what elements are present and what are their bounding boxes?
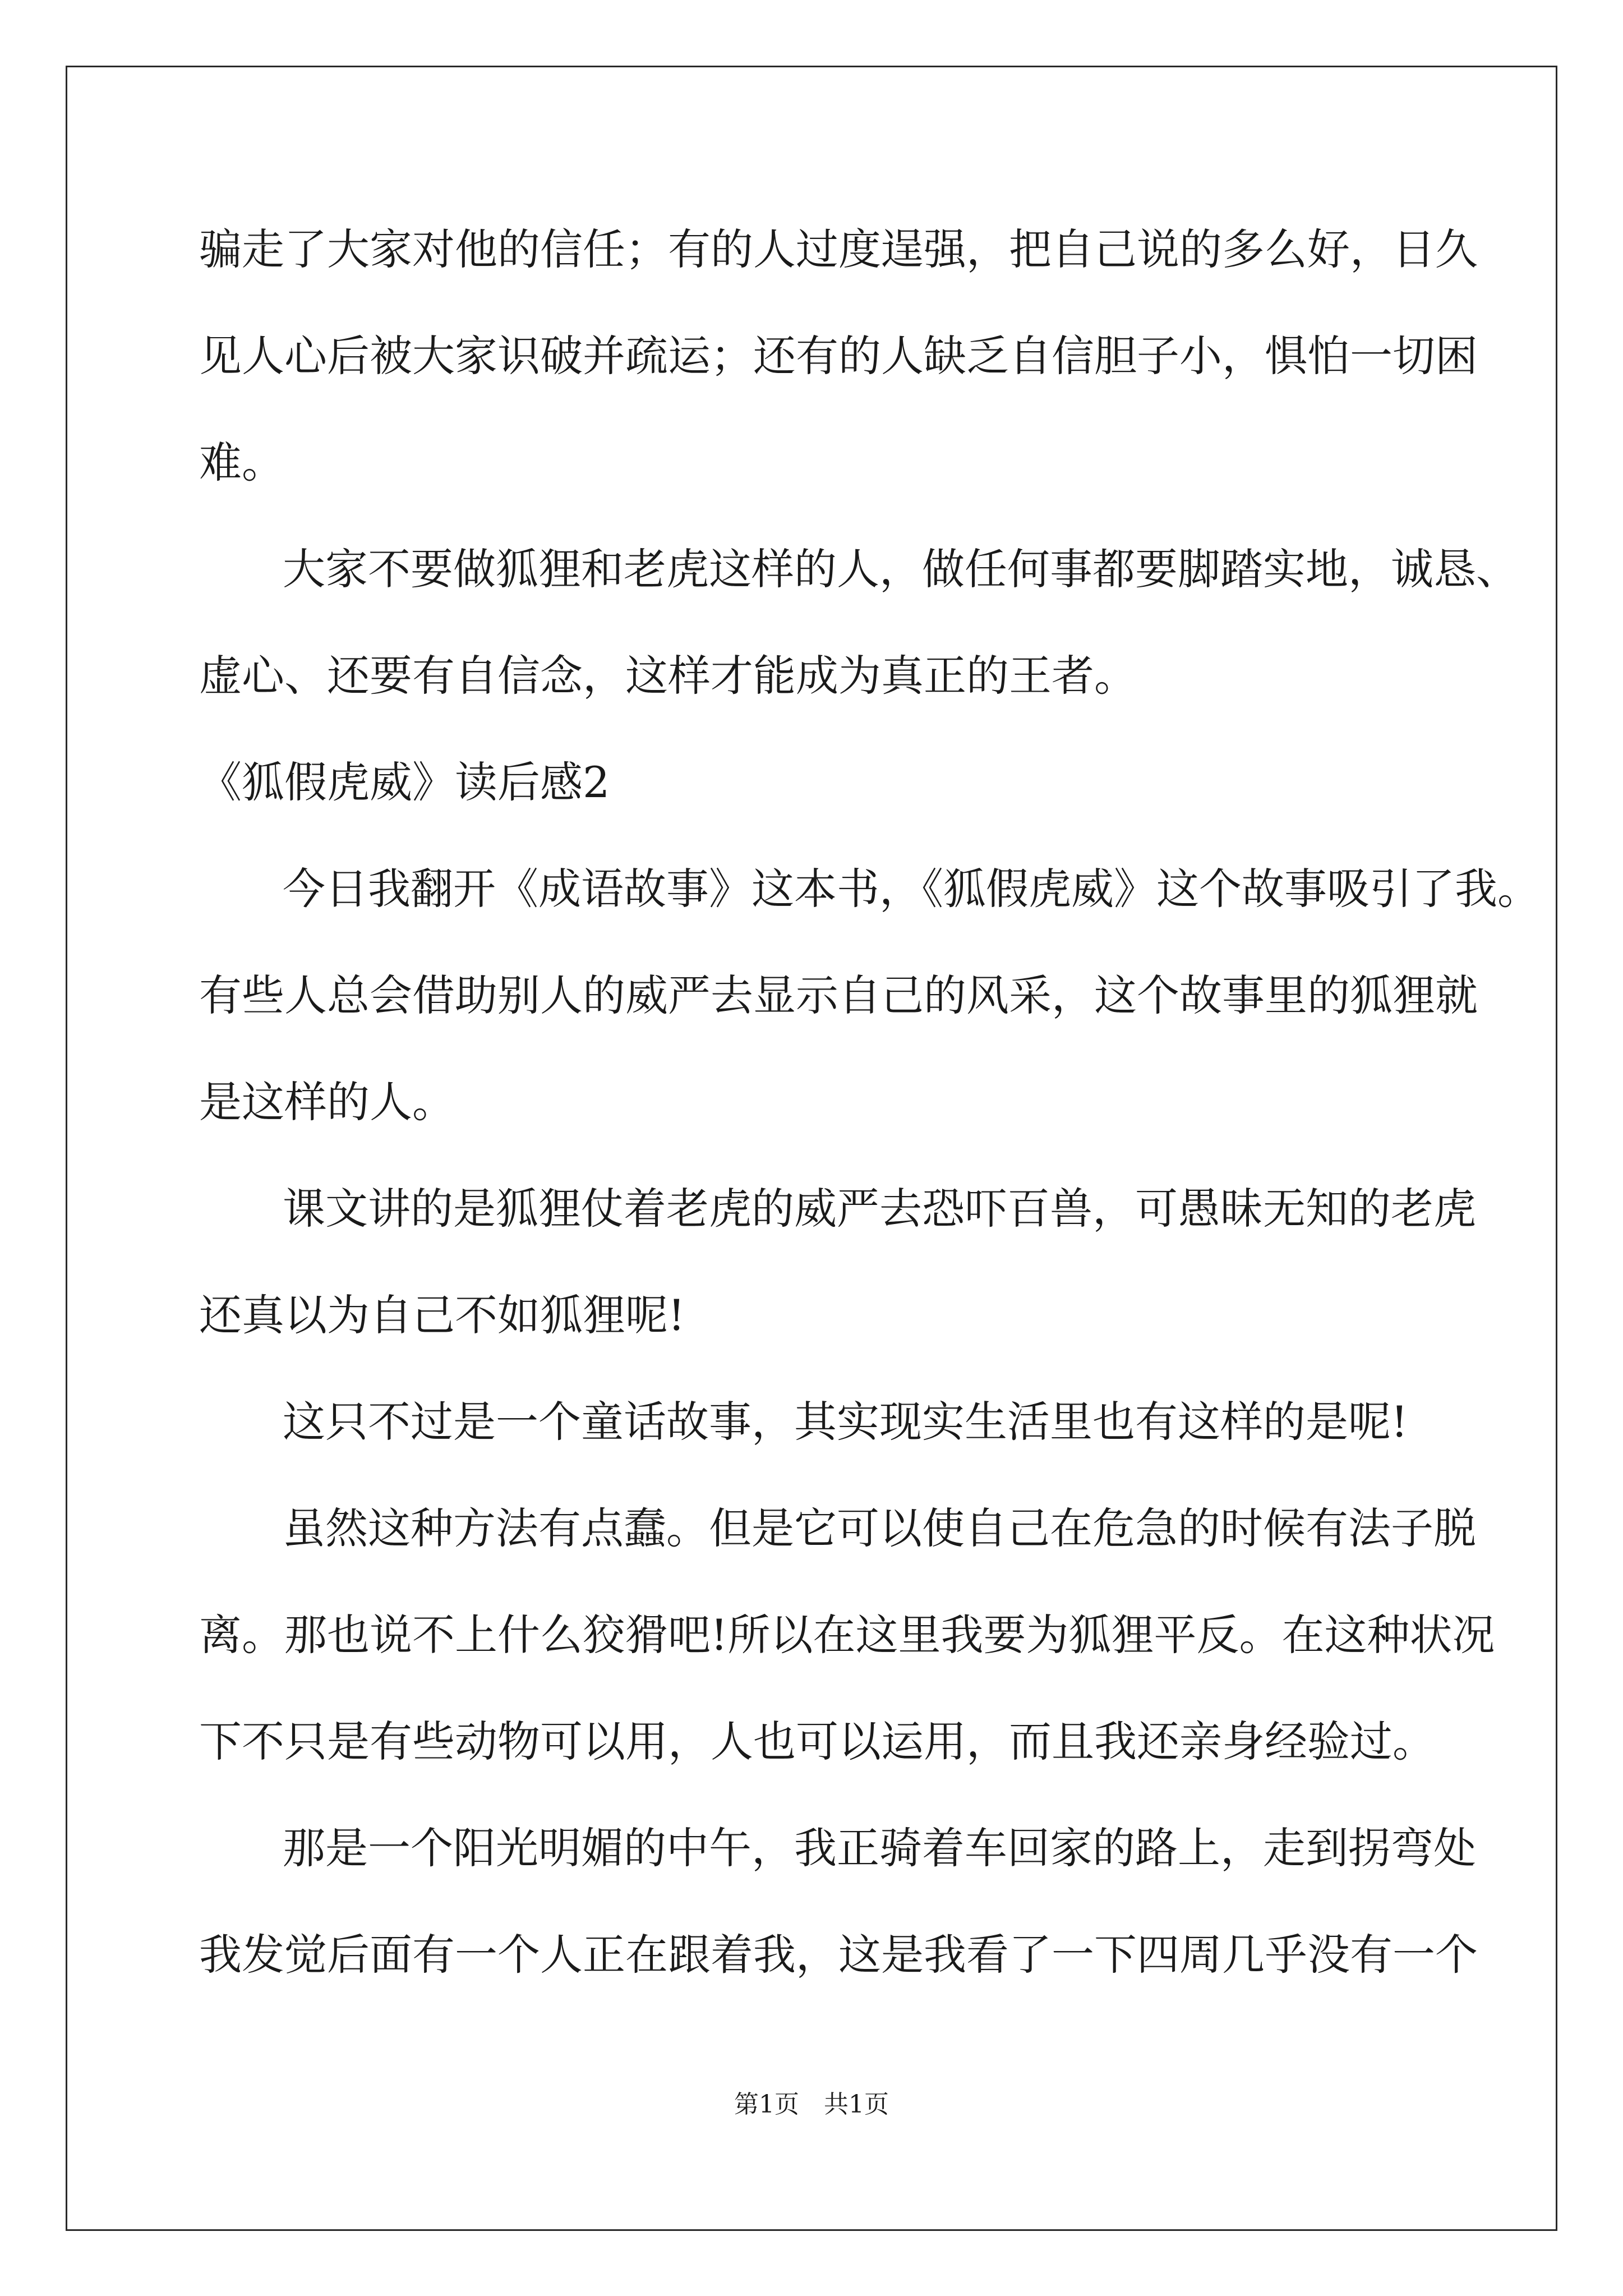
text-line: 难。 [199, 438, 284, 487]
text-line: 课文讲的是狐狸仗着老虎的威严去恐吓百兽，可愚昧无知的老虎 [283, 1184, 1476, 1234]
text-line: 我发觉后面有一个人正在跟着我，这是我看了一下四周几乎没有一个 [199, 1930, 1478, 1980]
text-line: 那是一个阳光明媚的中午，我正骑着车回家的路上，走到拐弯处 [283, 1823, 1476, 1873]
text-line: 虚心、还要有自信念，这样才能成为真正的王者。 [199, 651, 1137, 701]
text-line: 骗走了大家对他的信任；有的人过度逞强，把自己说的多么好，日久 [199, 224, 1478, 274]
section-title: 《狐假虎威》读后感2 [199, 757, 610, 807]
text-line: 见人心后被大家识破并疏运；还有的人缺乏自信胆子小，惧怕一切困 [199, 331, 1478, 381]
text-line: 大家不要做狐狸和老虎这样的人，做任何事都要脚踏实地，诚恳、 [283, 544, 1519, 594]
text-line: 这只不过是一个童话故事，其实现实生活里也有这样的是呢! [283, 1397, 1408, 1447]
text-line: 离。那也说不上什么狡猾吧!所以在这里我要为狐狸平反。在这种状况 [199, 1610, 1495, 1660]
page-number-footer: 第1页 共1页 [734, 2090, 889, 2119]
text-line: 还真以为自己不如狐狸呢! [199, 1290, 685, 1340]
text-line: 是这样的人。 [199, 1077, 455, 1127]
text-line: 虽然这种方法有点蠢。但是它可以使自己在危急的时候有法子脱 [283, 1503, 1476, 1553]
text-line: 有些人总会借助别人的威严去显示自己的风采，这个故事里的狐狸就 [199, 970, 1478, 1020]
text-line: 今日我翻开《成语故事》这本书，《狐假虎威》这个故事吸引了我。 [283, 864, 1540, 914]
text-line: 下不只是有些动物可以用，人也可以运用，而且我还亲身经验过。 [199, 1717, 1435, 1766]
